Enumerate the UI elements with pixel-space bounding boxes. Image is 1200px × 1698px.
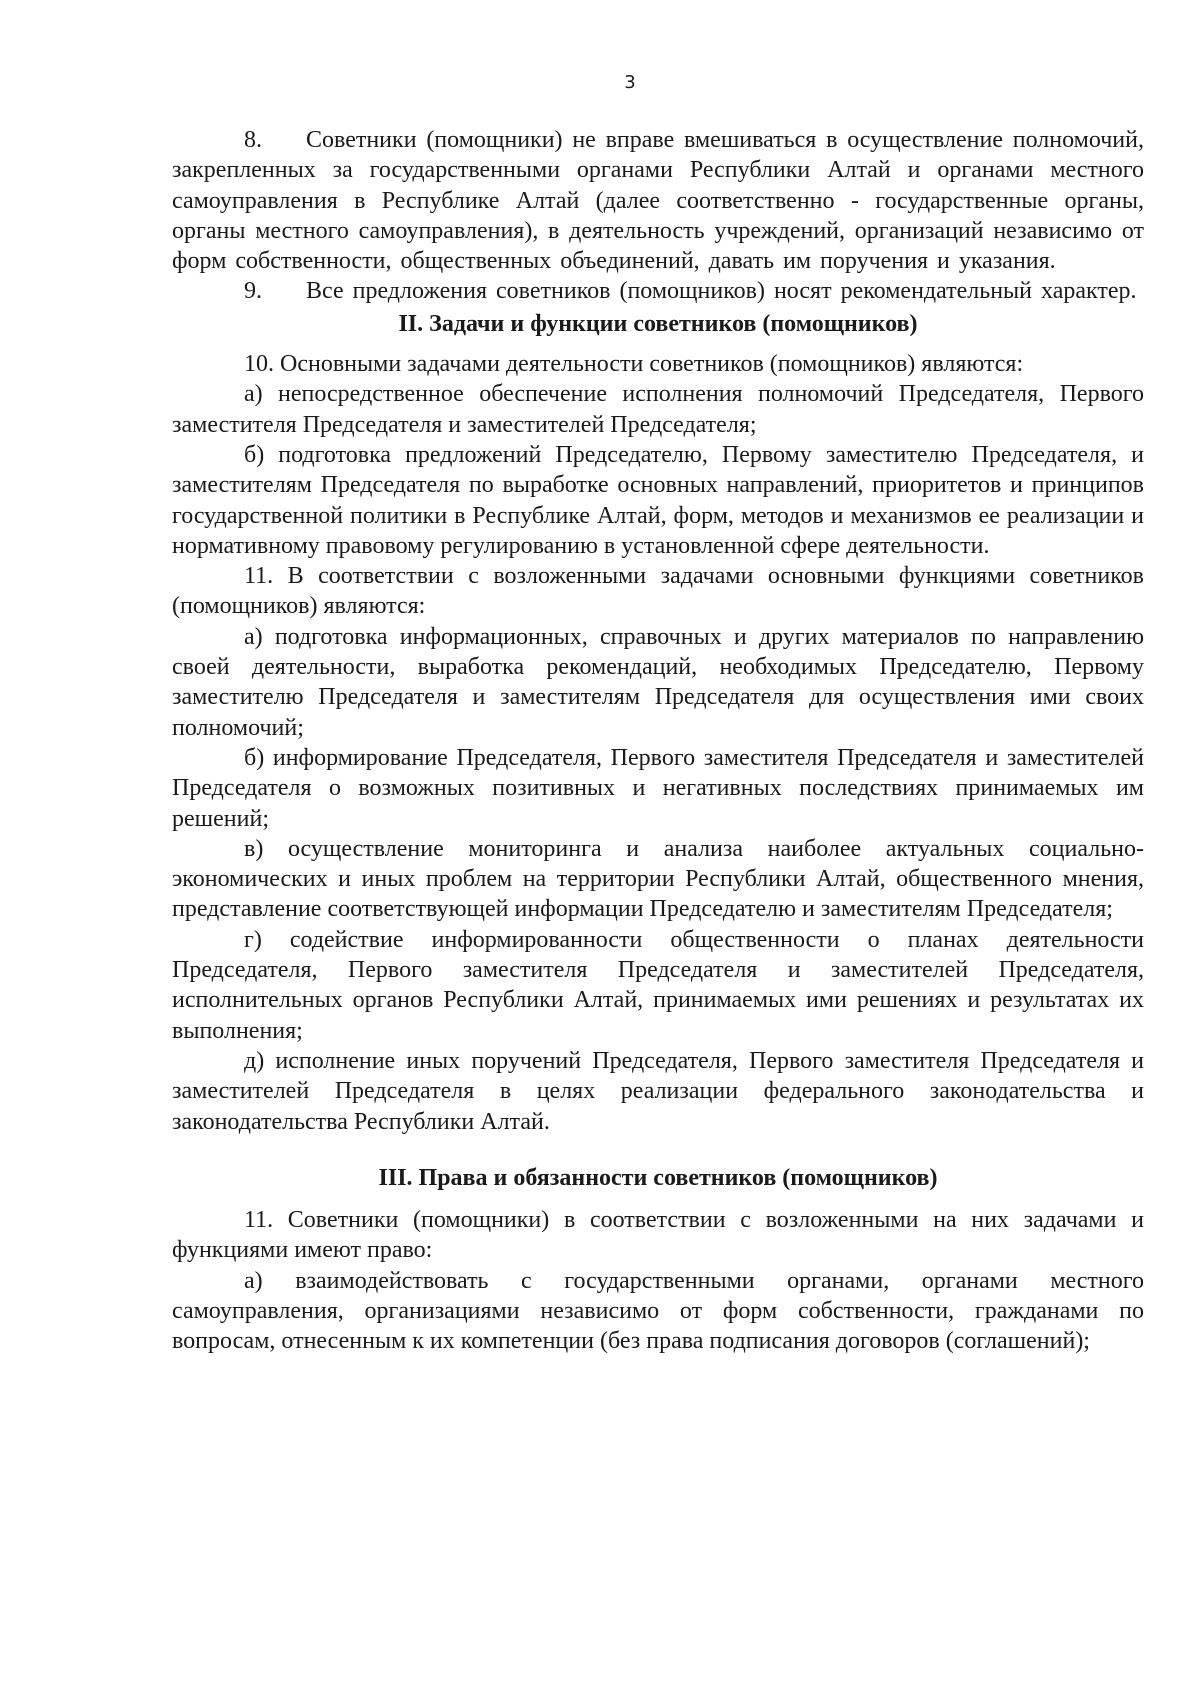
paragraph: д) исполнение иных поручений Председателя, Первого заместителя Председателя и заместителей Председателя в целях реализации федерального законодательства и законодательства Республики Алтай. xyxy=(172,1047,1144,1135)
paragraph-8 xyxy=(172,125,1144,276)
paragraph-number: 8. xyxy=(244,127,262,153)
paragraph: б) информирование Председателя, Первого заместителя Председателя и заместителей Председателя о возможных позитивных и негативных последствиях принимаемых им решений; xyxy=(172,744,1144,832)
paragraph: 11. В соответствии с возложенными задачами основными функциями советников (помощников) являются: xyxy=(172,563,1144,620)
paragraph-text: Все предложения советников (помощников) носят рекомендательный характер. xyxy=(306,278,1137,305)
paragraph-number: 9. xyxy=(244,278,262,305)
section-3-heading: III. Права и обязанности советников (помощников) xyxy=(378,1164,938,1191)
paragraph-text: Советники (помощники) не вправе вмешиваться в осуществление полномочий, закрепленных за государственными органами Республики Алтай и органами местного самоуправления в Республике Алтай (далее соответственно - государственные органы, органы местного самоуправления), в деятельность учреждений, организаций независимо от форм собственности, общественных объединений, давать им поручения и указания. xyxy=(172,127,1144,275)
paragraph: 10. Основными задачами деятельности советников (помощников) являются: xyxy=(244,351,1024,378)
section-2-heading: II. Задачи и функции советников (помощников) xyxy=(398,310,918,337)
paragraph: а) подготовка информационных, справочных и других материалов по направлению своей деятельности, выработка рекомендаций, необходимых Председателю, Первому заместителю Председателя и заместителям Председателя для осуществления ими своих полномочий; xyxy=(172,623,1144,741)
page-number: 3 xyxy=(624,72,636,93)
paragraph: в) осуществление мониторинга и анализа наиболее актуальных социально-экономических и иных проблем на территории Республики Алтай, общественного мнения, представление соответствующей информации Председателю и заместителям Председателя; xyxy=(172,835,1144,923)
paragraph: а) непосредственное обеспечение исполнения полномочий Председателя, Первого заместителя Председателя и заместителей Председателя; xyxy=(172,381,1144,438)
paragraph: б) подготовка предложений Председателю, Первому заместителю Председателя, и заместителям Председателя по выработке основных направлений, приоритетов и принципов государственной политики в Республике Алтай, форм, методов и механизмов ее реализации и нормативному правовому регулированию в установленной сфере деятельности. xyxy=(172,441,1144,559)
document-body xyxy=(172,125,1144,1357)
paragraph-9 xyxy=(172,276,1144,306)
paragraph: 11. Советники (помощники) в соответствии с возложенными на них задачами и функциями имеют право: xyxy=(172,1207,1144,1264)
paragraph: г) содействие информированности общественности о планах деятельности Председателя, Первого заместителя Председателя и заместителей Председателя, исполнительных органов Республики Алтай, принимаемых ими решениях и результатах их выполнения; xyxy=(172,926,1144,1044)
paragraph: а) взаимодействовать с государственными органами, органами местного самоуправления, организациями независимо от форм собственности, гражданами по вопросам, отнесенным к их компетенции (без права подписания договоров (соглашений); xyxy=(172,1267,1144,1355)
